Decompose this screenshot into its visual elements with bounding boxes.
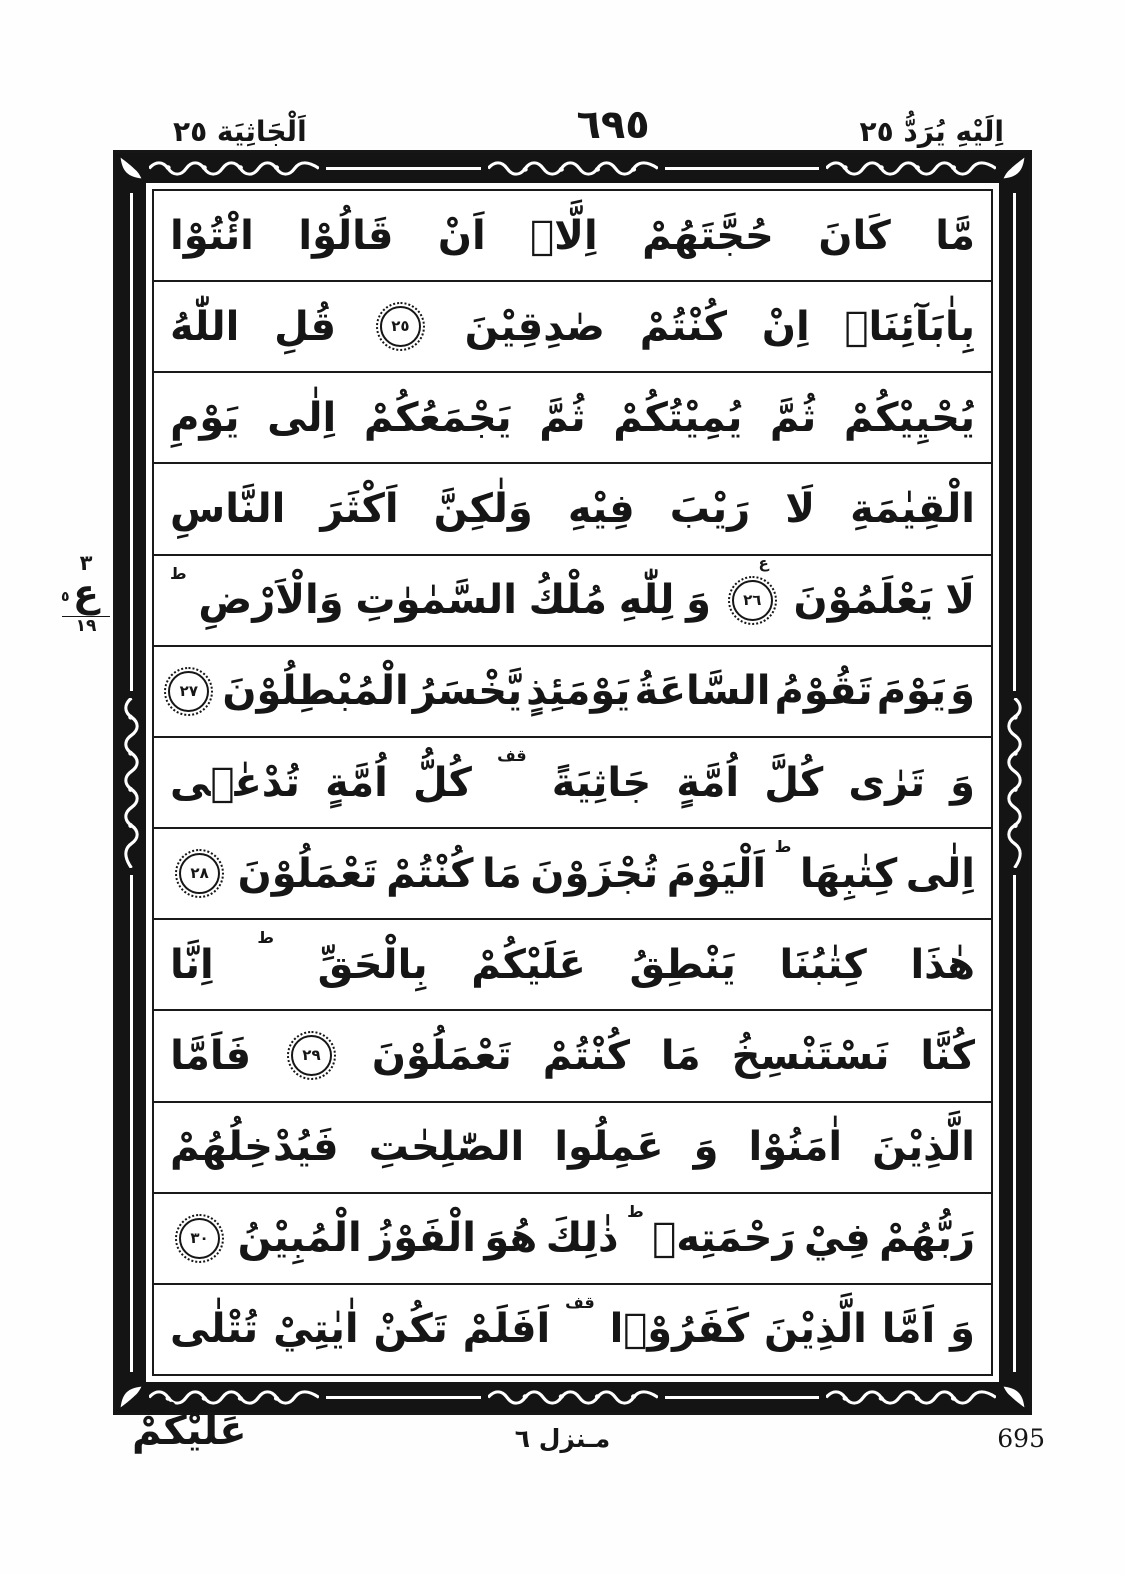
quran-word: وَ	[686, 577, 711, 624]
vine-scroll-ornament	[149, 1389, 319, 1406]
decorative-frame	[113, 150, 1032, 1415]
quran-word: مَا	[482, 850, 522, 897]
quran-word: مَّا	[935, 212, 975, 259]
frame-top-band	[146, 153, 999, 183]
quran-word: اِلَّاۤ	[530, 212, 598, 259]
vine-scroll-ornament	[826, 1389, 996, 1406]
quran-line	[154, 738, 991, 829]
quran-word: الْمُبِيْنُ	[237, 1215, 362, 1262]
quran-word: لَا	[785, 486, 815, 533]
quran-word: نَسْتَنْسِخُ	[731, 1032, 890, 1079]
verse-number-medallion: ٢٧	[168, 671, 209, 712]
quran-word: يَوْمَ	[876, 668, 947, 715]
verse-number-medallion: ٢٨	[179, 853, 220, 894]
verse-number-medallion: ٢٦ ع	[732, 580, 773, 621]
ruku-verse-count: ٥	[61, 589, 70, 606]
quran-word: مَا	[660, 1032, 701, 1079]
quran-word: صٰدِقِيْنَ	[464, 303, 605, 350]
verse-number-medallion: ٢٩	[291, 1035, 332, 1076]
frame-rule	[665, 1396, 820, 1399]
quran-lines	[152, 189, 993, 1376]
ruku-margin-marker	[62, 552, 110, 636]
quran-word: اَنْ	[437, 212, 486, 259]
catchword: عَلَيْكُمْ	[132, 1408, 247, 1454]
quran-word: السَّاعَةُ	[634, 668, 771, 715]
quran-word: هُوَ	[484, 1215, 538, 1262]
waqf-mark: ط	[257, 928, 275, 948]
frame-rule	[326, 1396, 481, 1399]
quran-word: الْمُبْطِلُوْنَ	[222, 668, 409, 715]
quran-word: تُدْعٰۤى	[170, 759, 300, 806]
quran-word: قَالُوْا	[298, 212, 394, 259]
page-header	[113, 78, 1032, 148]
frame-rule	[326, 167, 481, 170]
quran-word: يَّخْسَرُ	[412, 668, 523, 715]
waqf-mark: ط	[774, 837, 792, 857]
quran-word: اُمَّةٍ	[676, 759, 740, 806]
text-block-wrap	[146, 183, 999, 1382]
quran-word: تَرٰى	[848, 759, 925, 806]
quran-word: يَنْطِقُ	[629, 941, 736, 988]
vine-scroll-ornament	[488, 160, 658, 177]
quran-line	[154, 1011, 991, 1102]
quran-word: عَمِلُوا	[554, 1124, 664, 1171]
quran-word: وَ	[950, 759, 975, 806]
quran-word: عَلَيْكُمْ	[471, 941, 586, 988]
quran-word: الْفَوْزُ	[370, 1215, 476, 1262]
quran-word: فِيْ	[803, 1215, 871, 1262]
quran-word: النَّاسِ	[170, 486, 286, 533]
frame-left-band	[116, 183, 146, 1382]
quran-word: اِنَّا	[170, 941, 214, 988]
quran-word: وَالْاَرْضِ	[198, 577, 344, 624]
quran-word: مُلْكُ	[528, 577, 607, 624]
quran-word: اُمَّةٍ	[325, 759, 388, 806]
frame-corner-ornament	[999, 1382, 1029, 1412]
quran-word: كُنْتُمْ	[386, 850, 474, 897]
quran-word: بِالْحَقِّ	[317, 941, 428, 988]
quran-word: وَ	[693, 1124, 719, 1171]
quran-word: حُجَّتَهُمْ	[642, 212, 774, 259]
quran-word: لَا	[945, 577, 975, 624]
quran-line	[154, 464, 991, 555]
quran-word: تَعْمَلُوْنَ	[371, 1032, 512, 1079]
quran-word: ثُمَّ	[769, 394, 817, 441]
quran-word: تُتْلٰى	[170, 1306, 259, 1353]
quran-word: كَانَ	[818, 212, 891, 259]
quran-word: اَلْيَوْمَ	[666, 850, 767, 897]
quran-word: فَاَمَّا	[170, 1032, 252, 1079]
frame-corner-ornament	[999, 153, 1029, 183]
quran-word: كُنْتُمْ	[542, 1032, 630, 1079]
quran-word: لِلّٰهِ	[618, 577, 675, 624]
quran-word: اِلٰى	[905, 850, 975, 897]
quran-word: يَعْلَمُوْنَ	[793, 577, 934, 624]
ruku-juz-number: ١٩	[62, 616, 110, 636]
quran-word: اَفَلَمْ	[462, 1306, 551, 1353]
quran-word: الَّذِيْنَ	[763, 1306, 867, 1353]
quran-word: يَوْمَئِذٍ	[526, 668, 631, 715]
quran-word: تُجْزَوْنَ	[530, 850, 659, 897]
page-number: 695	[997, 1424, 1045, 1453]
vine-scroll-ornament	[488, 1389, 658, 1406]
quran-word: رَيْبَ	[669, 486, 751, 533]
quran-word: كِتٰبِهَا	[799, 850, 898, 897]
quran-word: اٰيٰتِيْ	[273, 1306, 359, 1353]
ruku-surah-number: ٣	[79, 551, 93, 575]
quran-word: فِيْهِ	[567, 486, 635, 533]
quran-line	[154, 191, 991, 282]
quran-word: اٰمَنُوْا	[748, 1124, 843, 1171]
juz-label: اِلَيْهِ يُرَدُّ ٢٥	[859, 115, 1004, 148]
quran-word: يَجْمَعُكُمْ	[363, 394, 512, 441]
quran-line	[154, 1103, 991, 1194]
quran-word: اللّٰهُ	[170, 303, 240, 350]
quran-word: كُنَّا	[920, 1032, 975, 1079]
quran-word: كُلَّ	[764, 759, 824, 806]
quran-word: تَكُنْ	[373, 1306, 448, 1353]
quran-word: وَ	[950, 1306, 975, 1353]
vine-scroll-ornament	[149, 160, 319, 177]
frame-rule	[665, 167, 820, 170]
waqf-mark: ط	[170, 563, 187, 583]
quran-word: ذٰلِكَ	[545, 1215, 619, 1262]
waqf-mark: ط	[627, 1201, 644, 1221]
quran-word: الصّٰلِحٰتِ	[368, 1124, 525, 1171]
quran-word: اِنْ	[761, 303, 810, 350]
frame-rule	[130, 193, 133, 691]
quran-word: الْقِيٰمَةِ	[850, 486, 975, 533]
quran-line	[154, 829, 991, 920]
quran-word: فَيُدْخِلُهُمْ	[170, 1124, 339, 1171]
quran-word: قُلِ	[274, 303, 337, 350]
manzil-label: مـنزل ٦	[514, 1424, 611, 1453]
quran-word: يُحْيِيْكُمْ	[843, 394, 975, 441]
quran-word: ائْتُوْا	[170, 212, 254, 259]
quran-line	[154, 920, 991, 1011]
quran-word: الَّذِيْنَ	[872, 1124, 975, 1171]
verse-number-medallion: ٣٠	[179, 1218, 220, 1259]
quran-word: تَقُوْمُ	[774, 668, 873, 715]
quran-line	[154, 1194, 991, 1285]
vine-scroll-ornament	[1006, 698, 1023, 868]
frame-rule	[1013, 193, 1016, 691]
frame-corner-ornament	[116, 153, 146, 183]
quran-word: رَبُّهُمْ	[879, 1215, 975, 1262]
waqf-mark: قف	[497, 745, 527, 765]
quran-word: وَلٰكِنَّ	[433, 486, 533, 533]
surah-title: اَلْجَاثِيَة ٢٥	[173, 115, 307, 148]
quran-word: وَ	[950, 668, 975, 715]
ain-symbol: ع ٥	[61, 571, 99, 616]
quran-word: السَّمٰوٰتِ	[355, 577, 517, 624]
quran-word: اِلٰى	[267, 394, 337, 441]
quran-word: كُلُّ	[412, 759, 472, 806]
quran-line	[154, 282, 991, 373]
verse-number-medallion: ٢٥	[380, 306, 421, 347]
vine-scroll-ornament	[826, 160, 996, 177]
quran-word: هٰذَا	[910, 941, 975, 988]
quran-word: كِتٰبُنَا	[779, 941, 867, 988]
quran-word: تَعْمَلُوْنَ	[237, 850, 378, 897]
quran-line	[154, 647, 991, 738]
frame-rule	[130, 875, 133, 1373]
waqf-mark: قف	[565, 1292, 595, 1312]
quran-word: اَمَّا	[881, 1306, 936, 1353]
ruku-ain-mark: ع	[758, 555, 769, 572]
quran-word: يُمِيْتُكُمْ	[613, 394, 743, 441]
quran-line	[154, 556, 991, 647]
quran-word: كُنْتُمْ	[639, 303, 728, 350]
quran-word: رَحْمَتِهٖ	[652, 1215, 796, 1262]
quran-word: يَوْمِ	[170, 394, 240, 441]
quran-line	[154, 1285, 991, 1374]
quran-word: بِاٰبَآئِنَاۤ	[844, 303, 975, 350]
quran-word: كَفَرُوْۤا	[609, 1306, 750, 1353]
page-number-arabic: ٦٩٥	[576, 102, 650, 148]
quran-word: اَكْثَرَ	[320, 486, 399, 533]
frame-rule	[1013, 875, 1016, 1373]
quran-line	[154, 373, 991, 464]
frame-right-band	[999, 183, 1029, 1382]
quran-word: ثُمَّ	[539, 394, 586, 441]
quran-word: جَاثِيَةً	[551, 759, 652, 806]
vine-scroll-ornament	[123, 698, 140, 868]
frame-bottom-band	[146, 1382, 999, 1412]
